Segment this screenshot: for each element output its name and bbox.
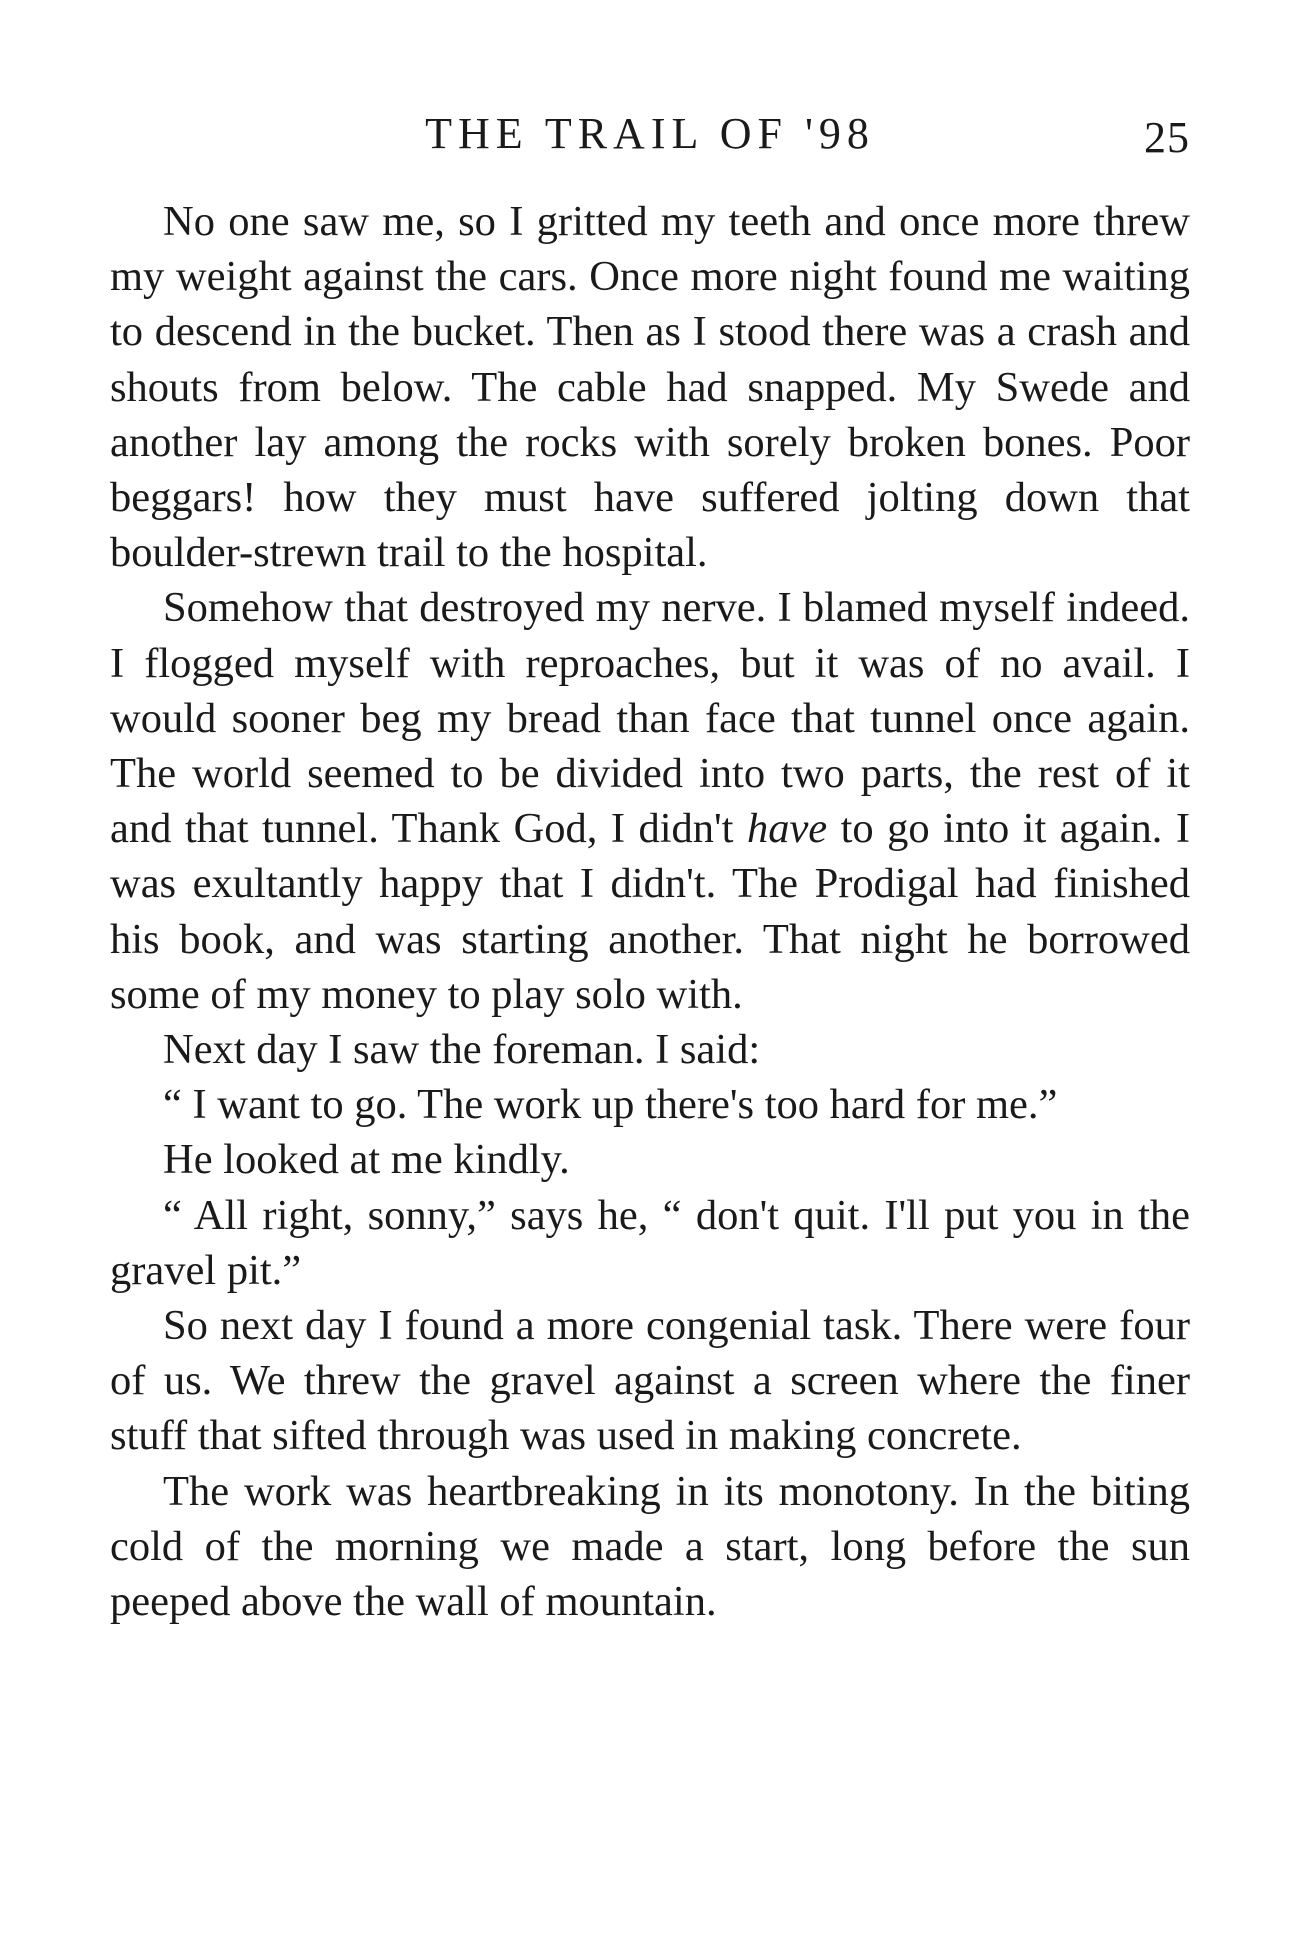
paragraph-3: Next day I saw the foreman. I said:: [163, 1026, 761, 1074]
paragraph-1: No one saw me, so I gritted my teeth and once more threw my weight against the cars. Once more night found me waiting to descend in the bucket. Then as I stood there was a crash and shouts from below. The cable had snapped. My Swede and another lay among the rocks with sorely broken bones. Poor beggars! how they must have suffered jolting down that boulder-strewn trail to the hospital.: [110, 198, 1190, 577]
running-head: [110, 104, 1190, 164]
paragraph-2: [110, 580, 1190, 1022]
paragraph-2-before: Somehow that destroyed my nerve. I blamed myself indeed. I flogged myself with reproaches, but it was of no avail. I would sooner beg my bread than face that tunnel once again. The world seemed to be divided into two parts, the rest of it and that tunnel. Thank God, I didn't: [110, 584, 1190, 853]
page-number: 25: [1144, 113, 1190, 162]
paragraph-4: “ I want to go. The work up there's too hard for me.”: [163, 1081, 1058, 1129]
paragraph-7: So next day I found a more congenial task. There were four of us. We threw the gravel against a screen where the finer stuff that sifted through was used in making concrete.: [110, 1302, 1190, 1460]
body-text: [110, 194, 1190, 1629]
paragraph-2-after: to go into it again. I was exultantly happy that I didn't. The Prodigal had finished his book, and was starting another. That night he borrowed some of my money to play solo with.: [110, 805, 1190, 1018]
paragraph-8: The work was heartbreaking in its monotony. In the biting cold of the morning we made a start, long before the sun peeped above the wall of mountain.: [110, 1467, 1190, 1626]
paragraph-6: “ All right, sonny,” says he, “ don't quit. I'll put you in the gravel pit.”: [110, 1191, 1190, 1294]
running-title: THE TRAIL OF '98: [425, 109, 875, 158]
paragraph-5: He looked at me kindly.: [163, 1136, 570, 1184]
italic-emphasis: have: [746, 805, 828, 853]
